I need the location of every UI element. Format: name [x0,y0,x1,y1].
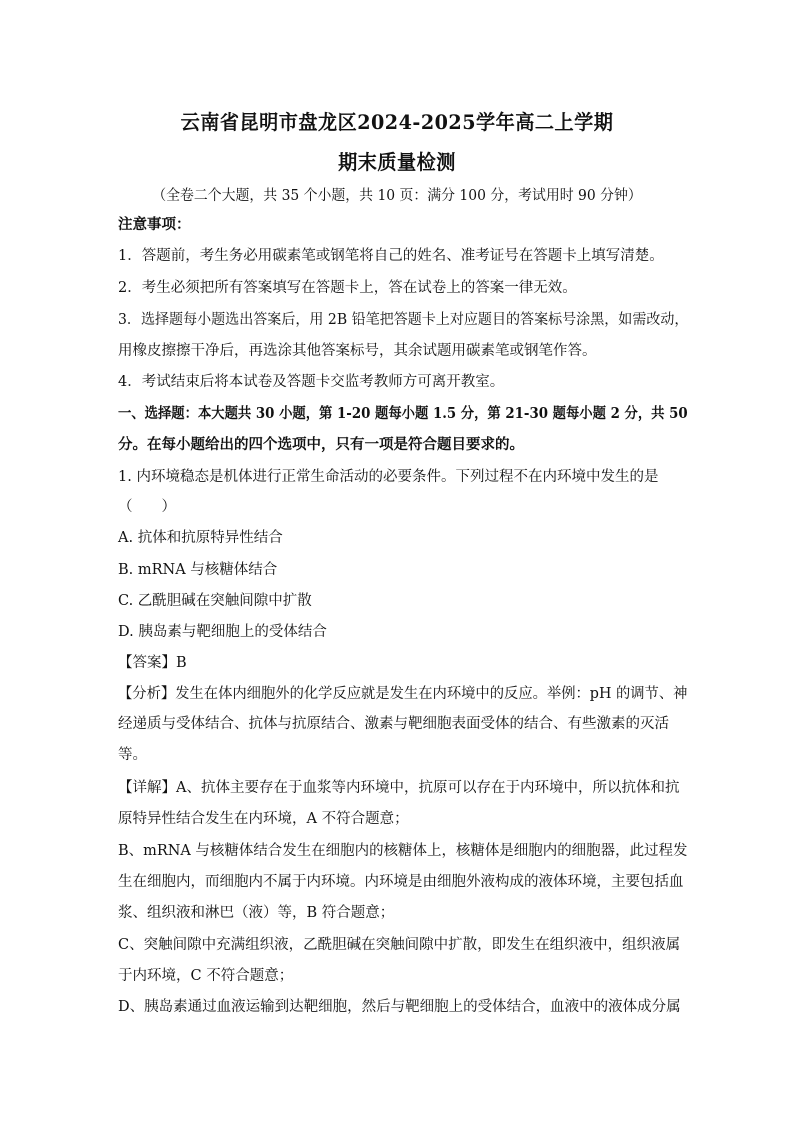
option-b: B. mRNA 与核糖体结合 [118,562,278,578]
notice-item: 用橡皮擦擦干净后，再选涂其他答案标号，其余试题用碳素笔或钢笔作答。 [118,343,597,359]
answer: 【答案】B [118,655,187,671]
notice-item: 2．考生必须把所有答案填写在答题卡上，答在试卷上的答案一律无效。 [118,280,577,296]
analysis-line: 经递质与受体结合、抗体与抗原结合、激素与靶细胞表面受体的结合、有些激素的灭活 [118,716,669,732]
section-heading: 一、选择题：本大题共 30 小题，第 1-20 题每小题 1.5 分，第 21-30 题每小题 2 分，共 50 [118,405,688,422]
detail-line: 于内环境，C 不符合题意； [118,968,294,984]
document-subtitle: 期末质量检测 [338,150,456,174]
detail-line: D、胰岛素通过血液运输到达靶细胞，然后与靶细胞上的受体结合，血液中的液体成分属 [118,999,681,1015]
notice-item: 4．考试结束后将本试卷及答题卡交监考教师方可离开教室。 [118,374,505,390]
analysis-line: 等。 [118,747,147,763]
question-stem: 1. 内环境稳态是机体进行正常生命活动的必要条件。下列过程不在内环境中发生的是 [118,469,659,485]
detail-line: 【详解】A、抗体主要存在于血浆等内环境中，抗原可以存在于内环境中，所以抗体和抗 [118,780,680,796]
detail-line: 原特异性结合发生在内环境，A 不符合题意； [118,811,409,827]
option-c: C. 乙酰胆碱在突触间隙中扩散 [118,593,312,609]
section-heading: 分。在每小题给出的四个选项中，只有一项是符合题目要求的。 [118,436,524,453]
exam-info: （全卷二个大题，共 35 个小题，共 10 页：满分 100 分，考试用时 90 分钟） [152,188,642,204]
analysis-line: 【分析】发生在体内细胞外的化学反应就是发生在内环境中的反应。举例：pH 的调节、神 [118,686,688,702]
question-stem: （ ） [118,499,176,515]
document-title: 云南省昆明市盘龙区2024-2025学年高二上学期 [180,110,614,134]
notice-item: 3．选择题每小题选出答案后，用 2B 铅笔把答题卡上对应题目的答案标号涂黑，如需改动， [118,312,689,328]
detail-line: B、mRNA 与核糖体结合发生在细胞内的核糖体上，核糖体是细胞内的细胞器，此过程发 [118,843,688,859]
option-d: D. 胰岛素与靶细胞上的受体结合 [118,624,327,640]
notice-heading: 注意事项： [118,216,191,233]
option-a: A. 抗体和抗原特异性结合 [118,530,283,546]
detail-line: 生在细胞内，而细胞内不属于内环境。内环境是由细胞外液构成的液体环境，主要包括血 [118,874,684,890]
detail-line: 浆、组织液和淋巴（液）等，B 符合题意； [118,905,395,921]
notice-item: 1．答题前，考生务必用碳素笔或钢笔将自己的姓名、准考证号在答题卡上填写清楚。 [118,248,664,264]
detail-line: C、突触间隙中充满组织液，乙酰胆碱在突触间隙中扩散，即发生在组织液中，组织液属 [118,937,681,953]
